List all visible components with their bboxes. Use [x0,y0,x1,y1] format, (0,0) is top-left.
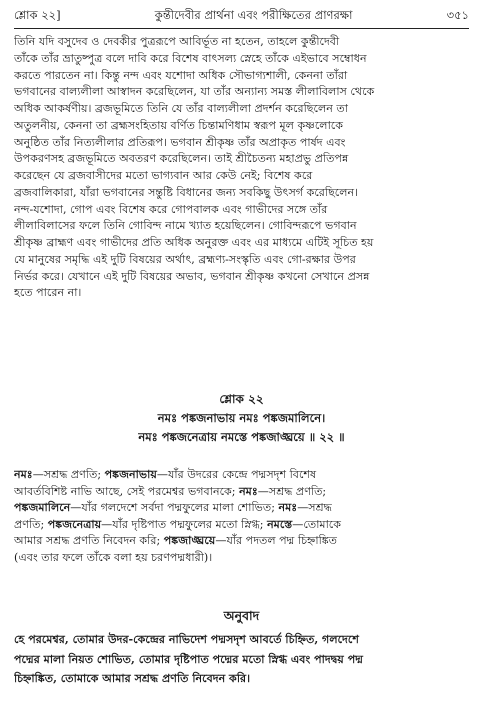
running-header [14,6,469,28]
purport-line: লীলাবিলাসের ফলে তিনি গোবিন্দ নামে খ্যাত হয়েছিলেন। গোবিন্দরূপে ভগবান [14,219,357,233]
purport-line: অতুলনীয়, কেননা তা ব্রহ্মসংহিতায় বর্ণিত চিন্তামণিধাম স্বরূপ মূল কৃষ্ণলোকে [14,118,344,132]
translation-paragraph [14,630,469,689]
purport-line: তিনি যদি বসুদেব ও দেবকীর পুত্ররূপে আবির্ভূত না হতেন, তাহলে কুন্তীদেবী [14,35,340,48]
synonym-term: পঙ্কজনাভায় [104,468,157,481]
synonyms-line [14,484,469,501]
synonym-meaning: —যাঁর পদতল পদ্ম চিহ্নাঙ্কিত [215,534,338,547]
synonym-meaning: —যাঁর গলদেশে সর্বদা পদ্মফুলের মালা শোভিত; [70,501,279,514]
book-page [14,6,469,685]
synonyms-line [14,550,469,567]
purport-line: নন্দ-যশোদা, গোপ এবং বিশেষ করে গোপবালক এবং গাভীদের সঙ্গে তাঁর [14,202,328,216]
page-number: ৩৫১ [446,8,469,22]
purport-line: শ্রীকৃষ্ণ ব্রাহ্মণ এবং গাভীদের প্রতি অধিক অনুরক্ত এবং এর মাধ্যমে এটিই সূচিত হয় [14,236,374,249]
purport-line: অনুষ্ঠিত তাঁর নিত্যলীলার প্রতিরূপ। ভগবান শ্রীকৃষ্ণ তাঁর অপ্রাকৃত পার্ষদ এবং [14,135,346,149]
synonym-term: পঙ্কজাঙ্ঘ্রয়ে [163,534,216,547]
translation-line: হে পরমেশ্বর, তোমার উদর-কেন্দ্রের নাভিদেশ পদ্মসদৃশ আবর্তে চিহ্নিত, গলদেশে [14,633,359,646]
synonym-term: নমঃ [14,468,33,481]
synonym-meaning: —যাঁর দৃষ্টিপাত পদ্মফুলের মতো স্নিগ্ধ; [101,517,268,531]
purport-line: ভগবানের বাল্যলীলা আস্বাদন করেছিলেন, যা তাঁর অন্যান্য সমস্ত লীলাবিলাস থেকে [14,85,375,99]
synonym-term: নমঃ [278,501,298,514]
verse-line: নমঃ পঙ্কজনেত্রায় নমস্তে পঙ্কজাঙ্ঘ্রয়ে ॥ ২২ ॥ [138,430,345,444]
synonym-meaning: —সশ্রদ্ধ প্রণতি; [257,484,327,498]
synonyms-line [14,467,469,484]
synonym-term: নমঃ [239,484,258,498]
word-for-word-synonyms [14,467,469,566]
synonym-meaning: —যাঁর উদরের কেন্দ্রে পদ্মসদৃশ বিশেষ [156,468,317,481]
synonyms-line [14,517,469,534]
purport-line: উপকরণসহ ব্রজভূমিতে অবতরণ করেছিলেন। তাই শ্রীচৈতন্য মহাপ্রভু প্রতিপন্ন [14,152,349,166]
synonym-meaning: আমার সশ্রদ্ধ প্রণতি নিবেদন করি; [14,534,164,547]
purport-line: তাঁকে তাঁর ভ্রাতুষ্পুত্র বলে দাবি করে বিশেষ বাৎসল্য স্নেহে তাঁকে এইভাবে সম্বোধন [14,51,367,65]
purport-line: নির্ভর করে। যেখানে এই দুটি বিষয়ের অভাব, ভগবান শ্রীকৃষ্ণ কখনো সেখানে প্রসন্ন [14,269,370,283]
purport-line: হতে পারেন না। [14,286,82,300]
purport-line: করেছেন যে ব্রজবাসীদের মতো ভাগ্যবান আর কেউ নেই; বিশেষ করে [14,169,313,182]
synonym-meaning: —সশ্রদ্ধ প্রণতি; [32,468,105,481]
header-rule [14,28,469,29]
synonym-term: পঙ্কজমালিনে [14,501,71,514]
header-verse-ref: শ্লোক ২২] [14,8,61,22]
verse-title: শ্লোক ২২ [219,392,264,406]
purport-line: ব্রজবালিকারা, যাঁরা ভগবানের সন্তুষ্টি বিধানের জন্য সবকিছু উৎসর্গ করেছিলেন। [14,185,359,199]
verse-text [14,409,469,447]
purport-paragraph [14,34,469,302]
purport-line: যে মানুষের সমৃদ্ধি এই দুটি বিষয়ের অর্থাৎ, ব্রহ্মণ্য-সংস্কৃতি এবং গো-রক্ষার উপর [14,252,356,266]
translation-title: অনুবাদ [223,608,260,623]
purport-line: অধিক আকর্ষণীয়। ব্রজভূমিতে তিনি যে তাঁর বাল্যলীলা প্রদর্শন করেছিলেন তা [14,102,348,115]
verse-line: নমঃ পঙ্কজনাভায় নমঃ পঙ্কজমালিনে। [157,411,326,425]
synonym-meaning: —সশ্রদ্ধ [297,501,332,514]
synonym-meaning: —তোমাকে [292,517,342,531]
synonym-meaning: প্রণতি; [14,517,48,531]
synonym-term: নমস্তে [267,517,293,531]
synonyms-line [14,533,469,550]
synonym-term: পঙ্কজনেত্রায় [47,517,102,531]
synonyms-line [14,500,469,517]
header-chapter-title: কুন্তীদেবীর প্রার্থনা এবং পরীক্ষিতের প্রাণরক্ষা [154,8,353,22]
translation-line: পদ্মের মালা নিয়ত শোভিত, তোমার দৃষ্টিপাত পদ্মের মতো স্নিগ্ধ এবং পাদদ্বয় পদ্ম [14,652,363,666]
translation-line: চিহ্নাঙ্কিত, তোমাকে আমার সশ্রদ্ধ প্রণতি নিবেদন করি। [14,672,251,685]
synonym-meaning: (এবং তার ফলে তাঁকে বলা হয় চরণপদ্মধারী)। [14,550,213,564]
synonym-meaning: আবর্তবিশিষ্ট নাভি আছে, সেই পরমেশ্বর ভগবানকে; [14,484,240,498]
purport-line: করতে পারতেন না। কিন্তু নন্দ এবং যশোদা অধিক সৌভাগ্যশালী, কেননা তাঁরা [14,68,348,82]
